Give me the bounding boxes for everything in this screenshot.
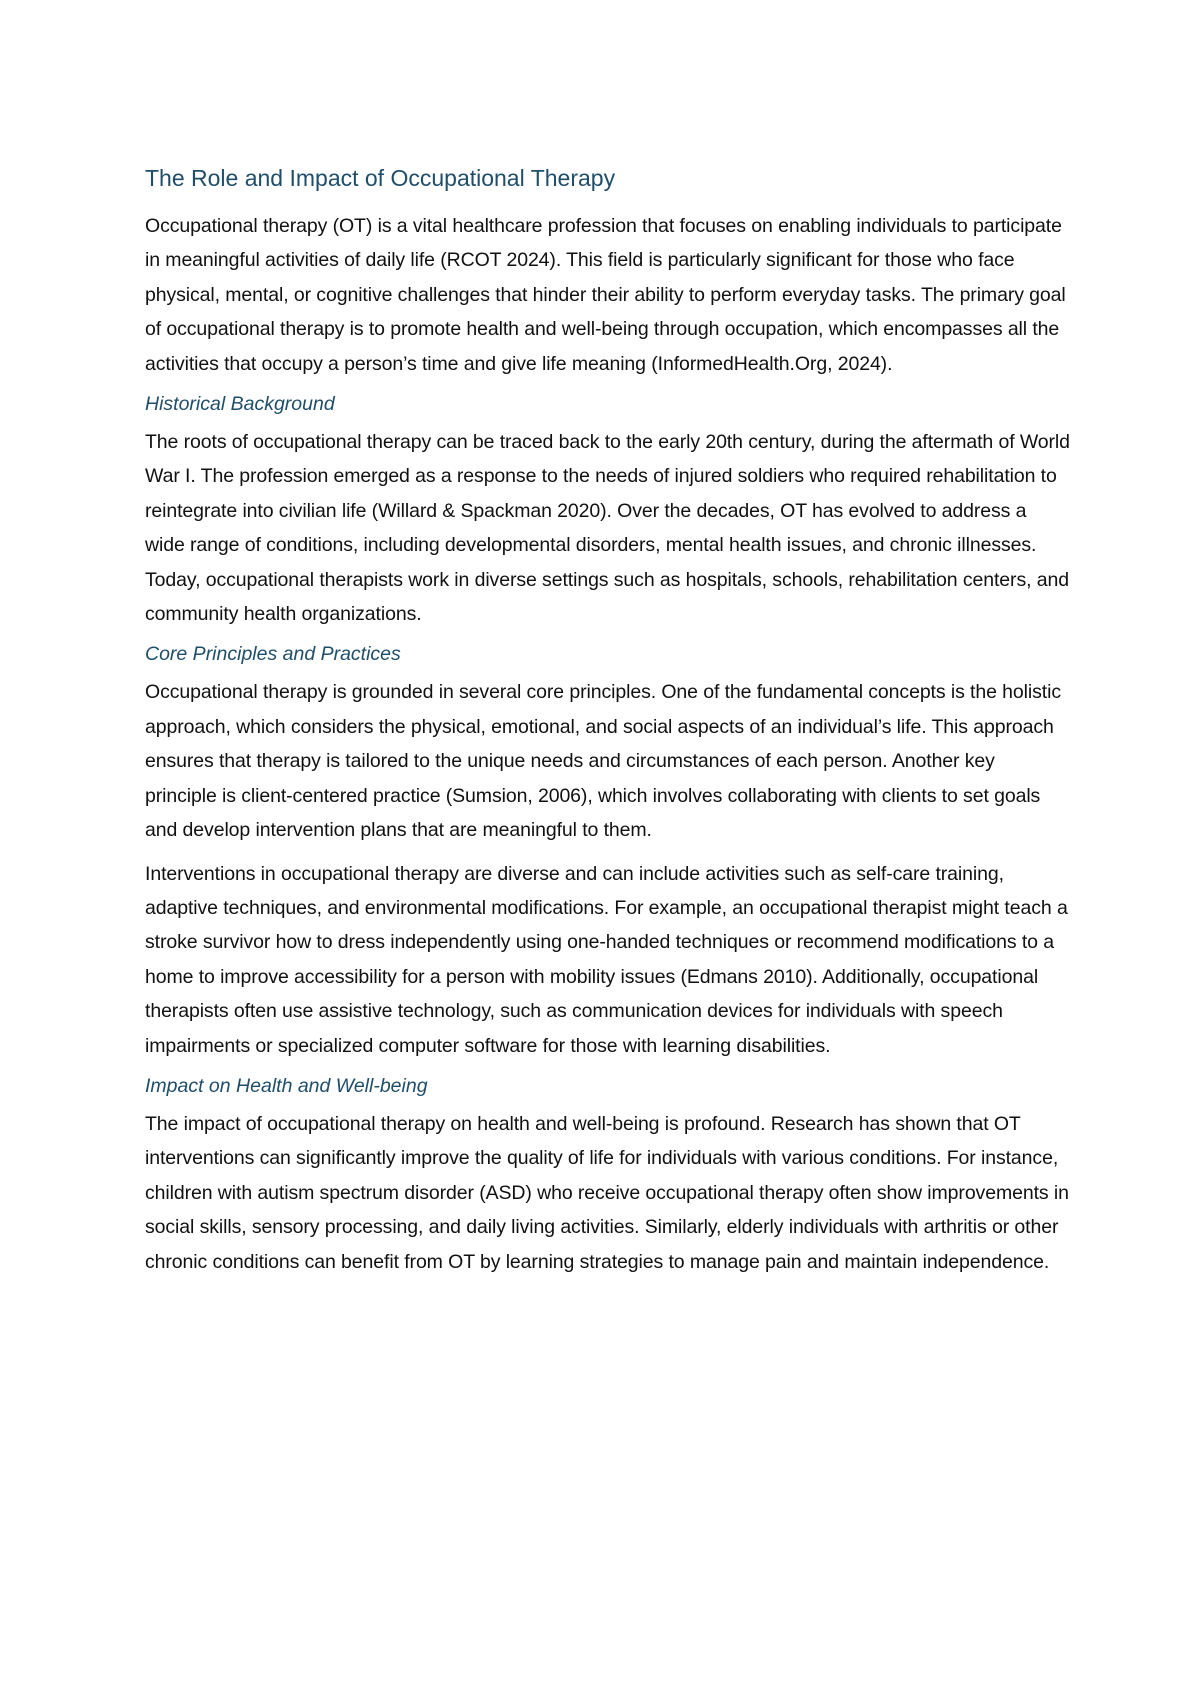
section-heading-core-principles: Core Principles and Practices	[145, 643, 401, 666]
intro-paragraph: Occupational therapy (OT) is a vital healthcare profession that focuses on enabling individuals to participate in meaningful activities of daily life (RCOT 2024). This field is particularly significant for those who face physical, mental, or cognitive challenges that hinder their ability to perform everyday tasks. The primary goal of occupational therapy is to promote health and well-being through occupation, which encompasses all the activities that occupy a person’s time and give life meaning (InformedHealth.Org, 2024).	[145, 215, 1066, 375]
section-heading-historical-background: Historical Background	[145, 393, 335, 416]
document-page	[145, 160, 1070, 1288]
document-title: The Role and Impact of Occupational Therapy	[145, 165, 616, 191]
paragraph-interventions: Interventions in occupational therapy are diverse and can include activities such as self-care training, adaptive techniques, and environmental modifications. For example, an occupational therapist might teach a stroke survivor how to dress independently using one-handed techniques or recommend modifications to a home to improve accessibility for a person with mobility issues (Edmans 2010). Additionally, occupational therapists often use assistive technology, such as communication devices for individuals with speech impairments or specialized computer software for those with learning disabilities.	[145, 862, 1068, 1057]
section-heading-impact: Impact on Health and Well-being	[145, 1074, 428, 1097]
paragraph-core-principles: Occupational therapy is grounded in several core principles. One of the fundamental concepts is the holistic approach, which considers the physical, emotional, and social aspects of an individual’s life. This approach ensures that therapy is tailored to the unique needs and circumstances of each person. Another key principle is client-centered practice (Sumsion, 2006), which involves collaborating with clients to set goals and develop intervention plans that are meaningful to them.	[145, 681, 1061, 842]
paragraph-impact: The impact of occupational therapy on health and well-being is profound. Research has shown that OT interventions can significantly improve the quality of life for individuals with various conditions. For instance, children with autism spectrum disorder (ASD) who receive occupational therapy often show improvements in social skills, sensory processing, and daily living activities. Similarly, elderly individuals with arthritis or other chronic conditions can benefit from OT by learning strategies to manage pain and maintain independence.	[145, 1112, 1069, 1273]
paragraph-historical-background: The roots of occupational therapy can be traced back to the early 20th century, during the aftermath of World War I. The profession emerged as a response to the needs of injured soldiers who required rehabilitation to reintegrate into civilian life (Willard & Spackman 2020). Over the decades, OT has evolved to address a wide range of conditions, including developmental disorders, mental health issues, and chronic illnesses. Today, occupational therapists work in diverse settings such as hospitals, schools, rehabilitation centers, and community health organizations.	[145, 431, 1070, 626]
